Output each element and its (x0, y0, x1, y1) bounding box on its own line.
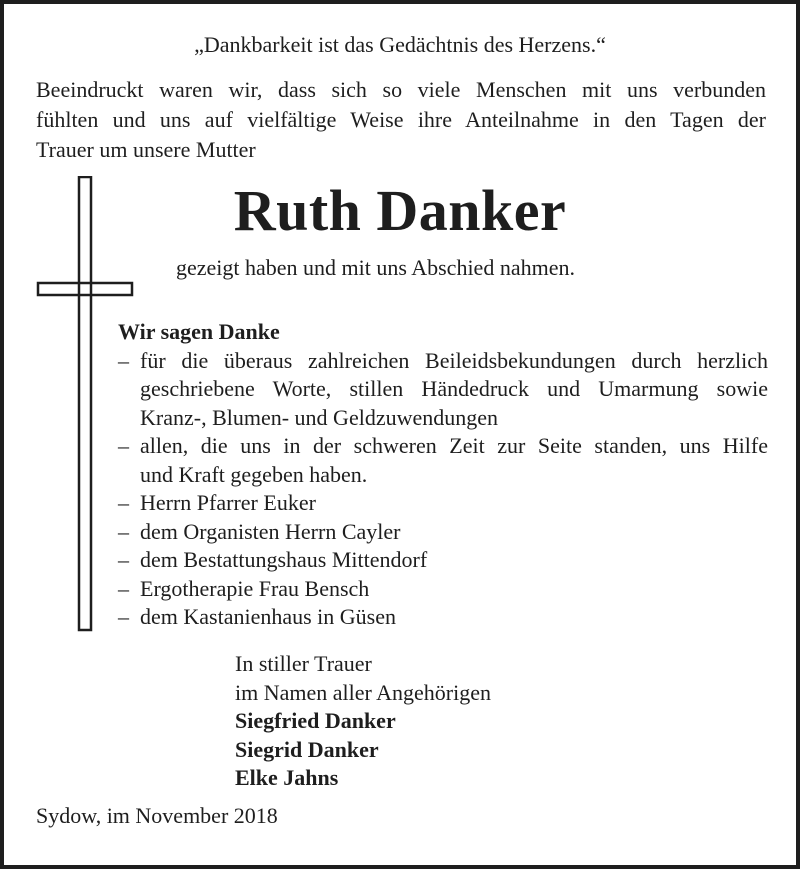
dash: – (118, 490, 129, 515)
place-date: Sydow, im November 2018 (36, 803, 278, 828)
dash: – (118, 575, 129, 601)
thanks-line: Ergotherapie Frau Bensch (140, 575, 370, 601)
thanks-item (118, 546, 768, 575)
thanks-line: Kranz-, Blumen- und Geldzuwendungen (140, 404, 499, 430)
signoff-line: im Namen aller Angehörigen (235, 679, 491, 705)
thanks-line: für die überaus zahlreichen Beileidsbekundungen durch herzlich (140, 347, 768, 373)
dash: – (118, 604, 129, 629)
intro-paragraph (36, 75, 766, 165)
thanks-item (118, 575, 768, 604)
thanks-item (118, 432, 768, 489)
signoff-line: In stiller Trauer (235, 651, 372, 676)
dash: – (118, 433, 129, 458)
mourner-name: Elke Jahns (235, 765, 339, 790)
thanks-line: geschriebene Worte, stillen Händedruck und Umarmung sowie (140, 376, 768, 401)
thanks-item (118, 603, 768, 632)
thanks-line: allen, die uns in der schweren Zeit zur Seite standen, uns Hilfe (140, 433, 768, 458)
thanks-section (118, 318, 768, 632)
deceased-name: Ruth Danker (233, 178, 567, 243)
thanks-line: und Kraft gegeben haben. (140, 461, 368, 487)
mourner-name: Siegrid Danker (235, 736, 379, 762)
intro-line: Trauer um unsere Mutter (36, 137, 256, 162)
thanks-line: dem Kastanienhaus in Güsen (140, 604, 396, 629)
thanks-line: Herrn Pfarrer Euker (140, 490, 316, 515)
thanks-title: Wir sagen Danke (118, 319, 280, 344)
intro-line: fühlten und uns auf vielfältige Weise ihre Anteilnahme in den Tagen der (36, 107, 766, 132)
after-name-text: gezeigt haben und mit uns Abschied nahmen. (176, 255, 575, 280)
intro-line: Beeindruckt waren wir, dass sich so viele Menschen mit uns verbunden (36, 77, 766, 102)
thanks-line: dem Bestattungshaus Mittendorf (140, 547, 428, 572)
thanks-item (118, 347, 768, 433)
thanks-line: dem Organisten Herrn Cayler (140, 518, 401, 544)
opening-quote: „Dankbarkeit ist das Gedächtnis des Herzens.“ (194, 32, 606, 57)
signoff (235, 650, 491, 793)
dash: – (118, 518, 129, 544)
mourner-name: Siegfried Danker (235, 708, 396, 733)
dash: – (118, 547, 129, 572)
dash: – (118, 347, 129, 373)
thanks-item (118, 518, 768, 547)
thanks-item (118, 489, 768, 518)
